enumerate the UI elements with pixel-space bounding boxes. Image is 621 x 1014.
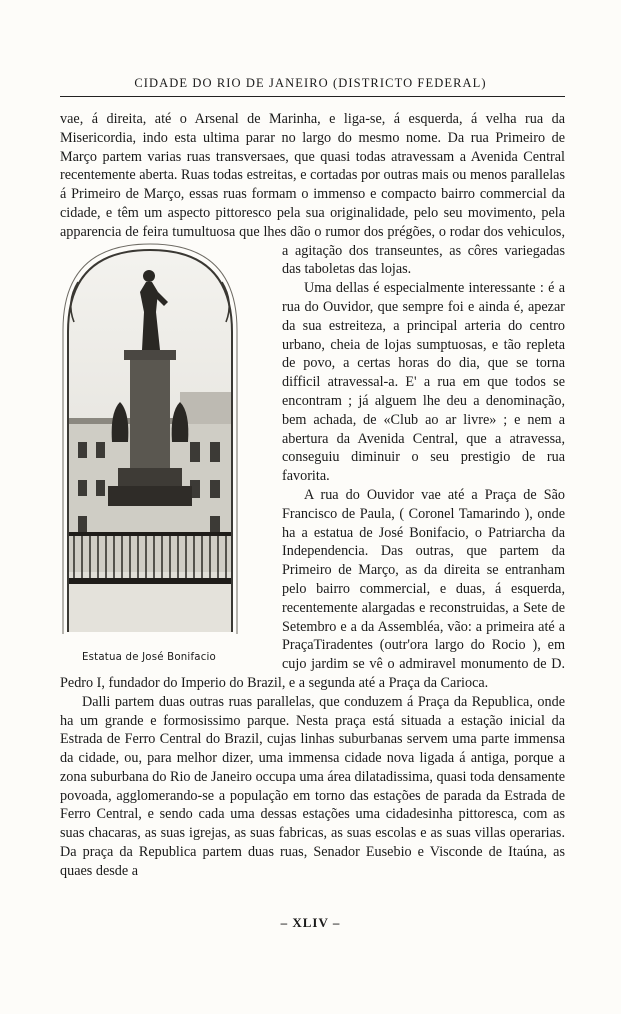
paragraph-1: vae, á direita, até o Arsenal de Marinha, e liga-se, á esquerda, á velha rua da Misericordia, indo esta ultima parar no largo do mesmo nome. Da rua Primeiro de Março partem varias ruas transversaes, que quasi todas atravessam a Avenida Central recentemente aberta. Ruas todas estreitas, e cortadas por outras mais ou menos parallelas á Primeiro de Março, essas ruas formam o immenso e compacto bairro commercial da cidade, e têm um aspecto pittoresco pela sua originalidade, pelo seu movimento, pela apparencia de feira tumultuosa que lhes dão o rumor dos prégões, o rodar dos vehiculos, a agitação dos transeuntes, as côres variegadas das taboletas das lojas. (60, 111, 565, 278)
header-rule (60, 96, 565, 97)
statue-illustration (60, 242, 240, 634)
paragraph-2: Uma dellas é especialmente interessante : é a rua do Ouvidor, que sempre foi e ainda é, apezar da sua estreiteza, a principal arteria do centro urbano, cheia de lojas sumptuosas, e tão repleta de povo, a certas horas do dia, que se torna difficil atravessal-a. E' a rua em que todos se encontram ; já alguem lhe deu a denominação, bem achada, de «Club ao ar livre» ; e nem a abertura da Avenida Central, que a atravessa, conseguiu diminuir o seu prestigio de rua favorita. (282, 280, 565, 485)
figure-caption: Estatua de José Bonifacio (82, 651, 216, 663)
paragraph-3: A rua do Ouvidor vae até a Praça de São Francisco de Paula, ( Coronel Tamarindo ), onde ha a estatua de José Bonifacio, o Patriarcha da Independencia. Das outras, que partem da Primeiro de Março, as da direita se entranham pelo bairro commercial, e duas, á esquerda, recentemente alargadas e reconstruidas, a Sete de Setembro e a da Assembléa, vão: a primeira até a PraçaTiradentes (outr'ora largo do Rocio ), em cujo jardim se vê o admiravel monumento de D. Pedro I, fundador do Imperio do Brazil, e a segunda até a Praça da Carioca. (60, 486, 565, 691)
statue-figure (60, 242, 260, 662)
page-body (60, 110, 565, 881)
paragraph-4: Dalli partem duas outras ruas parallelas, que conduzem á Praça da Republica, onde ha um grande e formosissimo parque. Nesta praça está situada a estação inicial da Estrada de Ferro Central do Brazil, cujas linhas suburbanas servem uma parte immensa da cidade, ou, para melhor dizer, uma immensa cidade nova ligada á antiga, porque a zona suburbana do Rio de Janeiro occupa uma área dilatadissima, quasi toda densamente povoada, agglomerando-se a população em torno das estações de parada da Estrada de Ferro Central, e sendo cada uma dessas estações uma cidadesinha pittoresca, com as suas chacaras, as suas igrejas, as suas fabricas, as suas escolas e as suas villas operarias. Da praça da Republica partem duas ruas, Senador Eusebio e Visconde de Itaúna, as quaes desde a (60, 693, 565, 879)
page-number: – XLIV – (280, 915, 341, 930)
running-header: CIDADE DO RIO DE JANEIRO (DISTRICTO FEDERAL) (134, 76, 487, 90)
